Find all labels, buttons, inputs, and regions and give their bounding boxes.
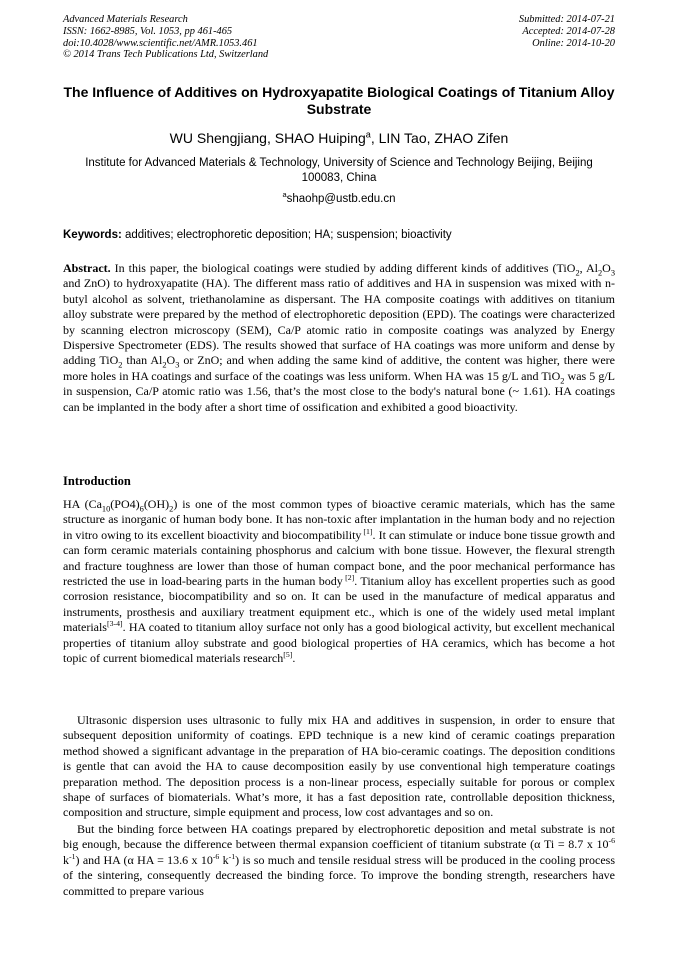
accepted-date: Accepted: 2014-07-28 [522,25,615,37]
citation-ref: [5] [283,650,293,660]
author-list: WU Shengjiang, SHAO Huiping$^a$, LIN Tao, ZHAO Zifen [169,129,509,146]
paper-title: The Influence of Additives on Hydroxyapatite Biological Coatings of Titanium Alloy Substrate [63,84,615,117]
doi-line: doi:10.4028/www.scientific.net/AMR.1053.461 [63,37,258,49]
abstract: Abstract. In this paper, the biological coatings were studied by adding different kinds of additives (TiO$_2$, $Al_2O_3$ and ZnO) to hydroxyapatite (HA). The different mass ratio of additives and HA in suspension was mixed with n-butyl alcohol as solvent, triethanolamine as dispersant. The HA composite coatings with additives on titanium alloy substrate were prepared by the method of electrophoretic deposition (EPD). The coatings were characterized by scanning electron microscopy (SEM), Ca/P atomic ratio in composite coatings was analyzed by Energy Dispersive Spectrometer (EDS). The results showed that surface of HA coatings was more uniform and dense by adding TiO$_2$ than $Al_2O_3$ or ZnO; and when adding the same kind of additive, the content was higher, there were more holes in HA coatings and surface of the coatings was less uniform. When HA was 15 g/L and TiO$_2$ was 5 g/L in suspension, Ca/P atomic ratio was 1.56, that’s the most close to the body's natural bone (~ 1.61). HA coatings can be implanted in the body after a short time of ossification and exhibited a good bioactivity. [63,261,616,414]
copyright-line: © 2014 Trans Tech Publications Ltd, Switzerland [63,49,269,61]
citation-ref: [3-4] [106,619,123,629]
introduction-heading: Introduction [63,474,131,488]
introduction-paragraph-2: Ultrasonic dispersion uses ultrasonic to fully mix HA and additives in suspension, in order to ensure that subsequent deposition uniformity of coatings. EPD technique is a new kind of ceramic coatings preparation method showed a significant advantage in the preparation of HA bio-ceramic coatings. The deposition conditions is gentle that can avoid the HA to cause decomposition easily by use conventional high temperature coatings preparation method. The deposition process is a non-linear process, especially suitable for porous or complex shape of surfaces of biomaterials. What’s more, it has a fast deposition rate, controllable deposition thickness, composition and structure, simple equipment and process, low cost advantages and so on. [63,713,615,820]
journal-info [63,14,268,61]
introduction-paragraph-1: HA $(Ca_{10}(PO4)_6(OH)_2)$ is one of the most common types of bioactive ceramic materials, which has the same structure as inorganic of human body bone. It has non-toxic after implantation in the human body and no rejection in vitro owing to its excellent bioactivity and biocompatibility [1]. It can stimulate or induce bone tissue growth and can form ceramic materials containing phosphorus and calcium with bone tissue. However, the flexural strength and fracture toughness are lower than those of human compact bone, and the poor mechanical performance has restricted the use in load-bearing parts in the human body [2]. Titanium alloy has excellent properties such as good corrosion resistance, biocompatibility and so on. It can be used in the manufacture of medical apparatus and instruments, prosthesis and auxiliary treatment equipment etc., which is one of the widely used metal implant materials[3-4]. HA coated to titanium alloy surface not only has a good biological activity, but excellent mechanical properties of titanium alloy substrate and good biological properties of HA ceramics, which has become a hot topic of current biomedical materials research[5]. [63,497,615,666]
author-email: $^a$shaohp@ustb.edu.cn [282,190,396,205]
issn-line: ISSN: 1662-8985, Vol. 1053, pp 461-465 [63,25,233,37]
introduction-paragraph-3: But the binding force between HA coatings prepared by electrophoretic deposition and metal substrate is not big enough, because the difference between thermal expansion coefficient of titanium substrate (α Ti = 8.7 x $10^{-6}$ $k^{-1}$) and HA (α HA = 13.6 x $10^{-6}$ $k^{-1}$) is so much and tensile residual stress will be produced in the cooling process of the sintering, consequently decreased the binding force. To improve the bonding strength, researchers have committed to prepare various [63,822,615,898]
affiliation: Institute for Advanced Materials & Technology, University of Science and Technology Beijing, Beijing 100083, China [85,157,593,184]
citation-ref: [2] [342,573,355,583]
dates-info [519,14,615,49]
citation-ref: [1] [361,526,373,536]
journal-name: Advanced Materials Research [63,14,188,25]
submitted-date: Submitted: 2014-07-21 [518,14,615,25]
keywords: Keywords: additives; electrophoretic deposition; HA; suspension; bioactivity [63,229,452,241]
online-date: Online: 2014-10-20 [532,37,615,49]
